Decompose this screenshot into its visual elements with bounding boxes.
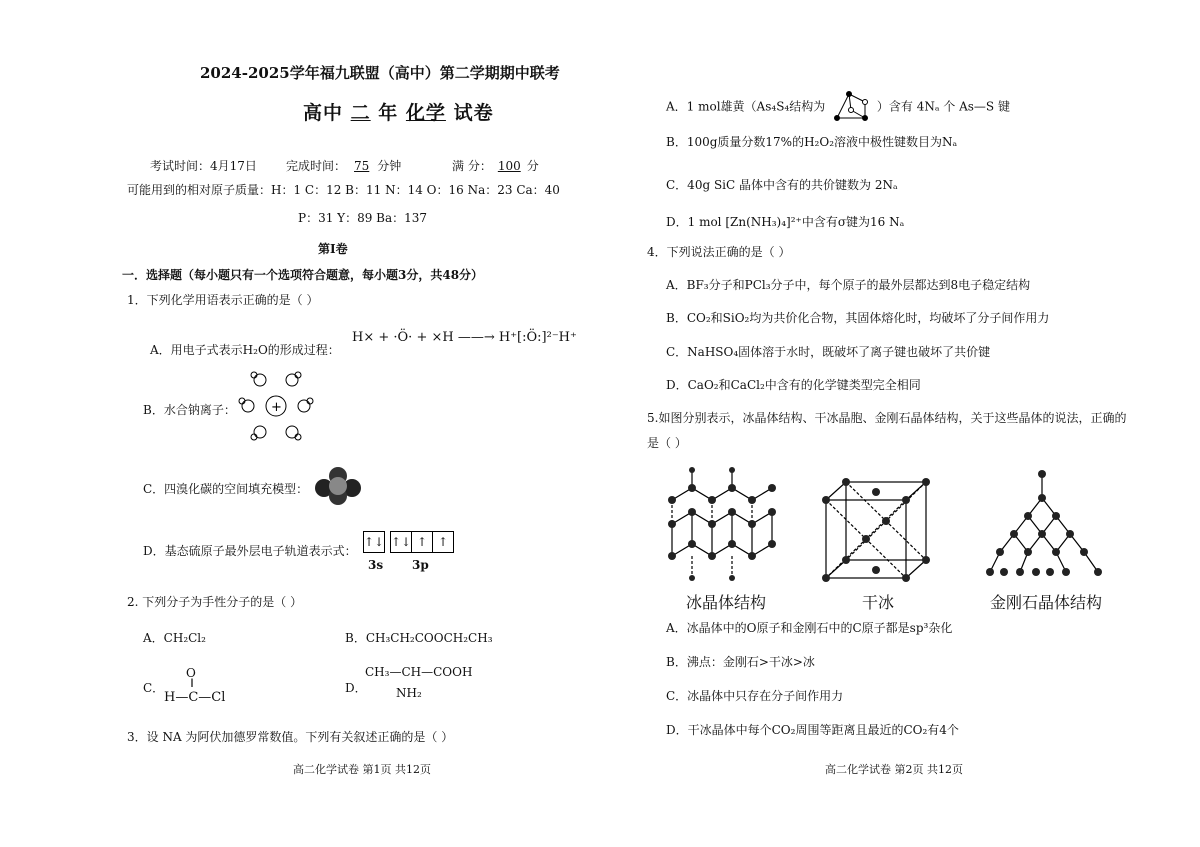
- title-nian: 年: [378, 102, 399, 124]
- q5-option-d: D．干冰晶体中每个CO₂周围等距离且最近的CO₂有4个: [666, 723, 959, 737]
- q3-a-text: A．1 mol雄黄（As₄S₄结构为: [666, 99, 826, 114]
- diamond-figure-label: 金刚石晶体结构: [990, 593, 1103, 612]
- duration-unit: 分钟: [377, 159, 402, 173]
- exam-time: 考试时间：4月17日: [150, 159, 257, 173]
- dry-ice-cell-figure: [818, 478, 934, 582]
- q1-option-c: C．四溴化碳的空间填充模型：: [143, 482, 309, 496]
- q4-option-b: B．CO₂和SiO₂均为共价化合物，其固体熔化时，均破坏了分子间作用力: [666, 311, 1050, 325]
- q1-option-a: A．用电子式表示H₂O的形成过程：: [150, 343, 340, 357]
- q5-stem-line1: 5.如图分别表示，冰晶体结构、干冰晶胞、金刚石晶体结构，关于这些晶体的说法，正确的: [647, 411, 1127, 425]
- q5-option-a: A．冰晶体中的O原子和金刚石中的C原子都是sp³杂化: [666, 621, 953, 635]
- title-prefix: 高中: [303, 102, 344, 124]
- label-3p: 3p: [412, 558, 429, 572]
- q2-stem: 2. 下列分子为手性分子的是（ ）: [127, 595, 303, 609]
- paper-title: [303, 98, 494, 125]
- q2-option-d-label: D．: [345, 681, 367, 695]
- q2-option-c-label: C．: [143, 681, 165, 695]
- q3-stem: 3．设 NA 为阿伏加德罗常数值。下列有关叙述正确的是（ ）: [127, 730, 454, 744]
- q3-option-d: D．1 mol [Zn(NH₃)₄]²⁺中含有σ键为16 Nₐ: [666, 215, 905, 229]
- q5-stem-line2: 是（ ）: [647, 436, 687, 450]
- orbital-3s: ↑↓: [363, 531, 385, 553]
- title-subject: 化学: [405, 102, 446, 124]
- ice-structure-figure: [662, 460, 778, 584]
- duration-label: 完成时间：: [286, 159, 347, 173]
- q4-option-d: D．CaO₂和CaCl₂中含有的化学键类型完全相同: [666, 378, 921, 392]
- q3-option-b: B．100g质量分数17%的H₂O₂溶液中极性键数目为Nₐ: [666, 135, 958, 149]
- orbital-3p-1: ↑↓: [390, 531, 412, 553]
- q4-option-a: A．BF₃分子和PCl₃分子中，每个原子的最外层都达到8电子稳定结构: [666, 278, 1031, 292]
- ice-figure-label: 冰晶体结构: [686, 593, 767, 612]
- q1-stem: 1．下列化学用语表示正确的是（ ）: [127, 293, 319, 307]
- atomic-masses-line1: 可能用到的相对原子质量：H：1 C：12 B：11 N：14 O：16 Na：23 Ca：40: [127, 183, 560, 197]
- orbital-3p-3: ↑: [432, 531, 454, 553]
- q2-option-a: A．CH₂Cl₂: [143, 631, 206, 645]
- footer-page2: 高二化学试卷 第2页 共12页: [825, 763, 963, 776]
- q3-a-end: ）含有 4Nₐ 个 As—S 键: [876, 99, 1010, 114]
- score-value: 100: [497, 159, 521, 173]
- as4s4-structure: [829, 88, 873, 126]
- q2-d-formula: CH₃—CH—COOH: [365, 665, 473, 679]
- score-unit: 分: [526, 159, 539, 173]
- orbital-diagram: [364, 531, 454, 553]
- q5-option-c: C．冰晶体中只存在分子间作用力: [666, 689, 844, 703]
- score-label: 满 分：: [452, 159, 492, 173]
- duration-value: 75: [354, 159, 370, 173]
- q5-option-b: B．沸点：金刚石>干冰>冰: [666, 655, 815, 669]
- cbr4-space-filling-model: [314, 466, 362, 506]
- q4-option-c: C．NaHSO₄固体溶于水时，既破坏了离子键也破坏了共价键: [666, 345, 991, 359]
- label-3s: 3s: [368, 558, 384, 572]
- svg-text:+: +: [271, 400, 282, 415]
- atomic-masses-line2: P：31 Y：89 Ba：137: [298, 211, 428, 225]
- dry-ice-figure-label: 干冰: [862, 593, 895, 612]
- q1-option-b: B．水合钠离子：: [143, 403, 236, 417]
- q2-d-substituent: NH₂: [396, 686, 422, 700]
- q1-option-d: D．基态硫原子最外层电子轨道表示式：: [143, 544, 357, 558]
- q2-c-double-bond: ‖: [190, 678, 194, 687]
- title-grade: 二: [350, 102, 371, 124]
- q4-stem: 4．下列说法正确的是（ ）: [647, 245, 791, 259]
- q3-option-a: [666, 88, 1010, 126]
- orbital-3p-2: ↑: [411, 531, 433, 553]
- section-title: 第Ⅰ卷: [318, 242, 348, 256]
- part1-title: 一．选择题（每小题只有一个选项符合题意，每小题3分，共48分）: [122, 268, 484, 282]
- q2-option-b: B．CH₃CH₂COOCH₂CH₃: [345, 631, 493, 645]
- diamond-structure-figure: [980, 468, 1106, 584]
- q2-c-formula: H—C—Cl: [164, 690, 226, 705]
- q1-a-formula: H× + ·Ö· + ×H ——→ H⁺[:Ö:]²⁻H⁺: [352, 330, 577, 345]
- exam-title: 2024-2025学年福九联盟（高中）第二学期期中联考: [200, 64, 560, 82]
- q2-c-oxygen: O: [186, 666, 196, 680]
- footer-page1: 高二化学试卷 第1页 共12页: [293, 763, 431, 776]
- hydrated-sodium-diagram: [236, 368, 316, 444]
- exam-score: [452, 157, 539, 174]
- title-suffix: 试卷: [453, 102, 494, 124]
- q3-option-c: C．40g SiC 晶体中含有的共价键数为 2Nₐ: [666, 178, 898, 192]
- exam-duration: [286, 157, 401, 174]
